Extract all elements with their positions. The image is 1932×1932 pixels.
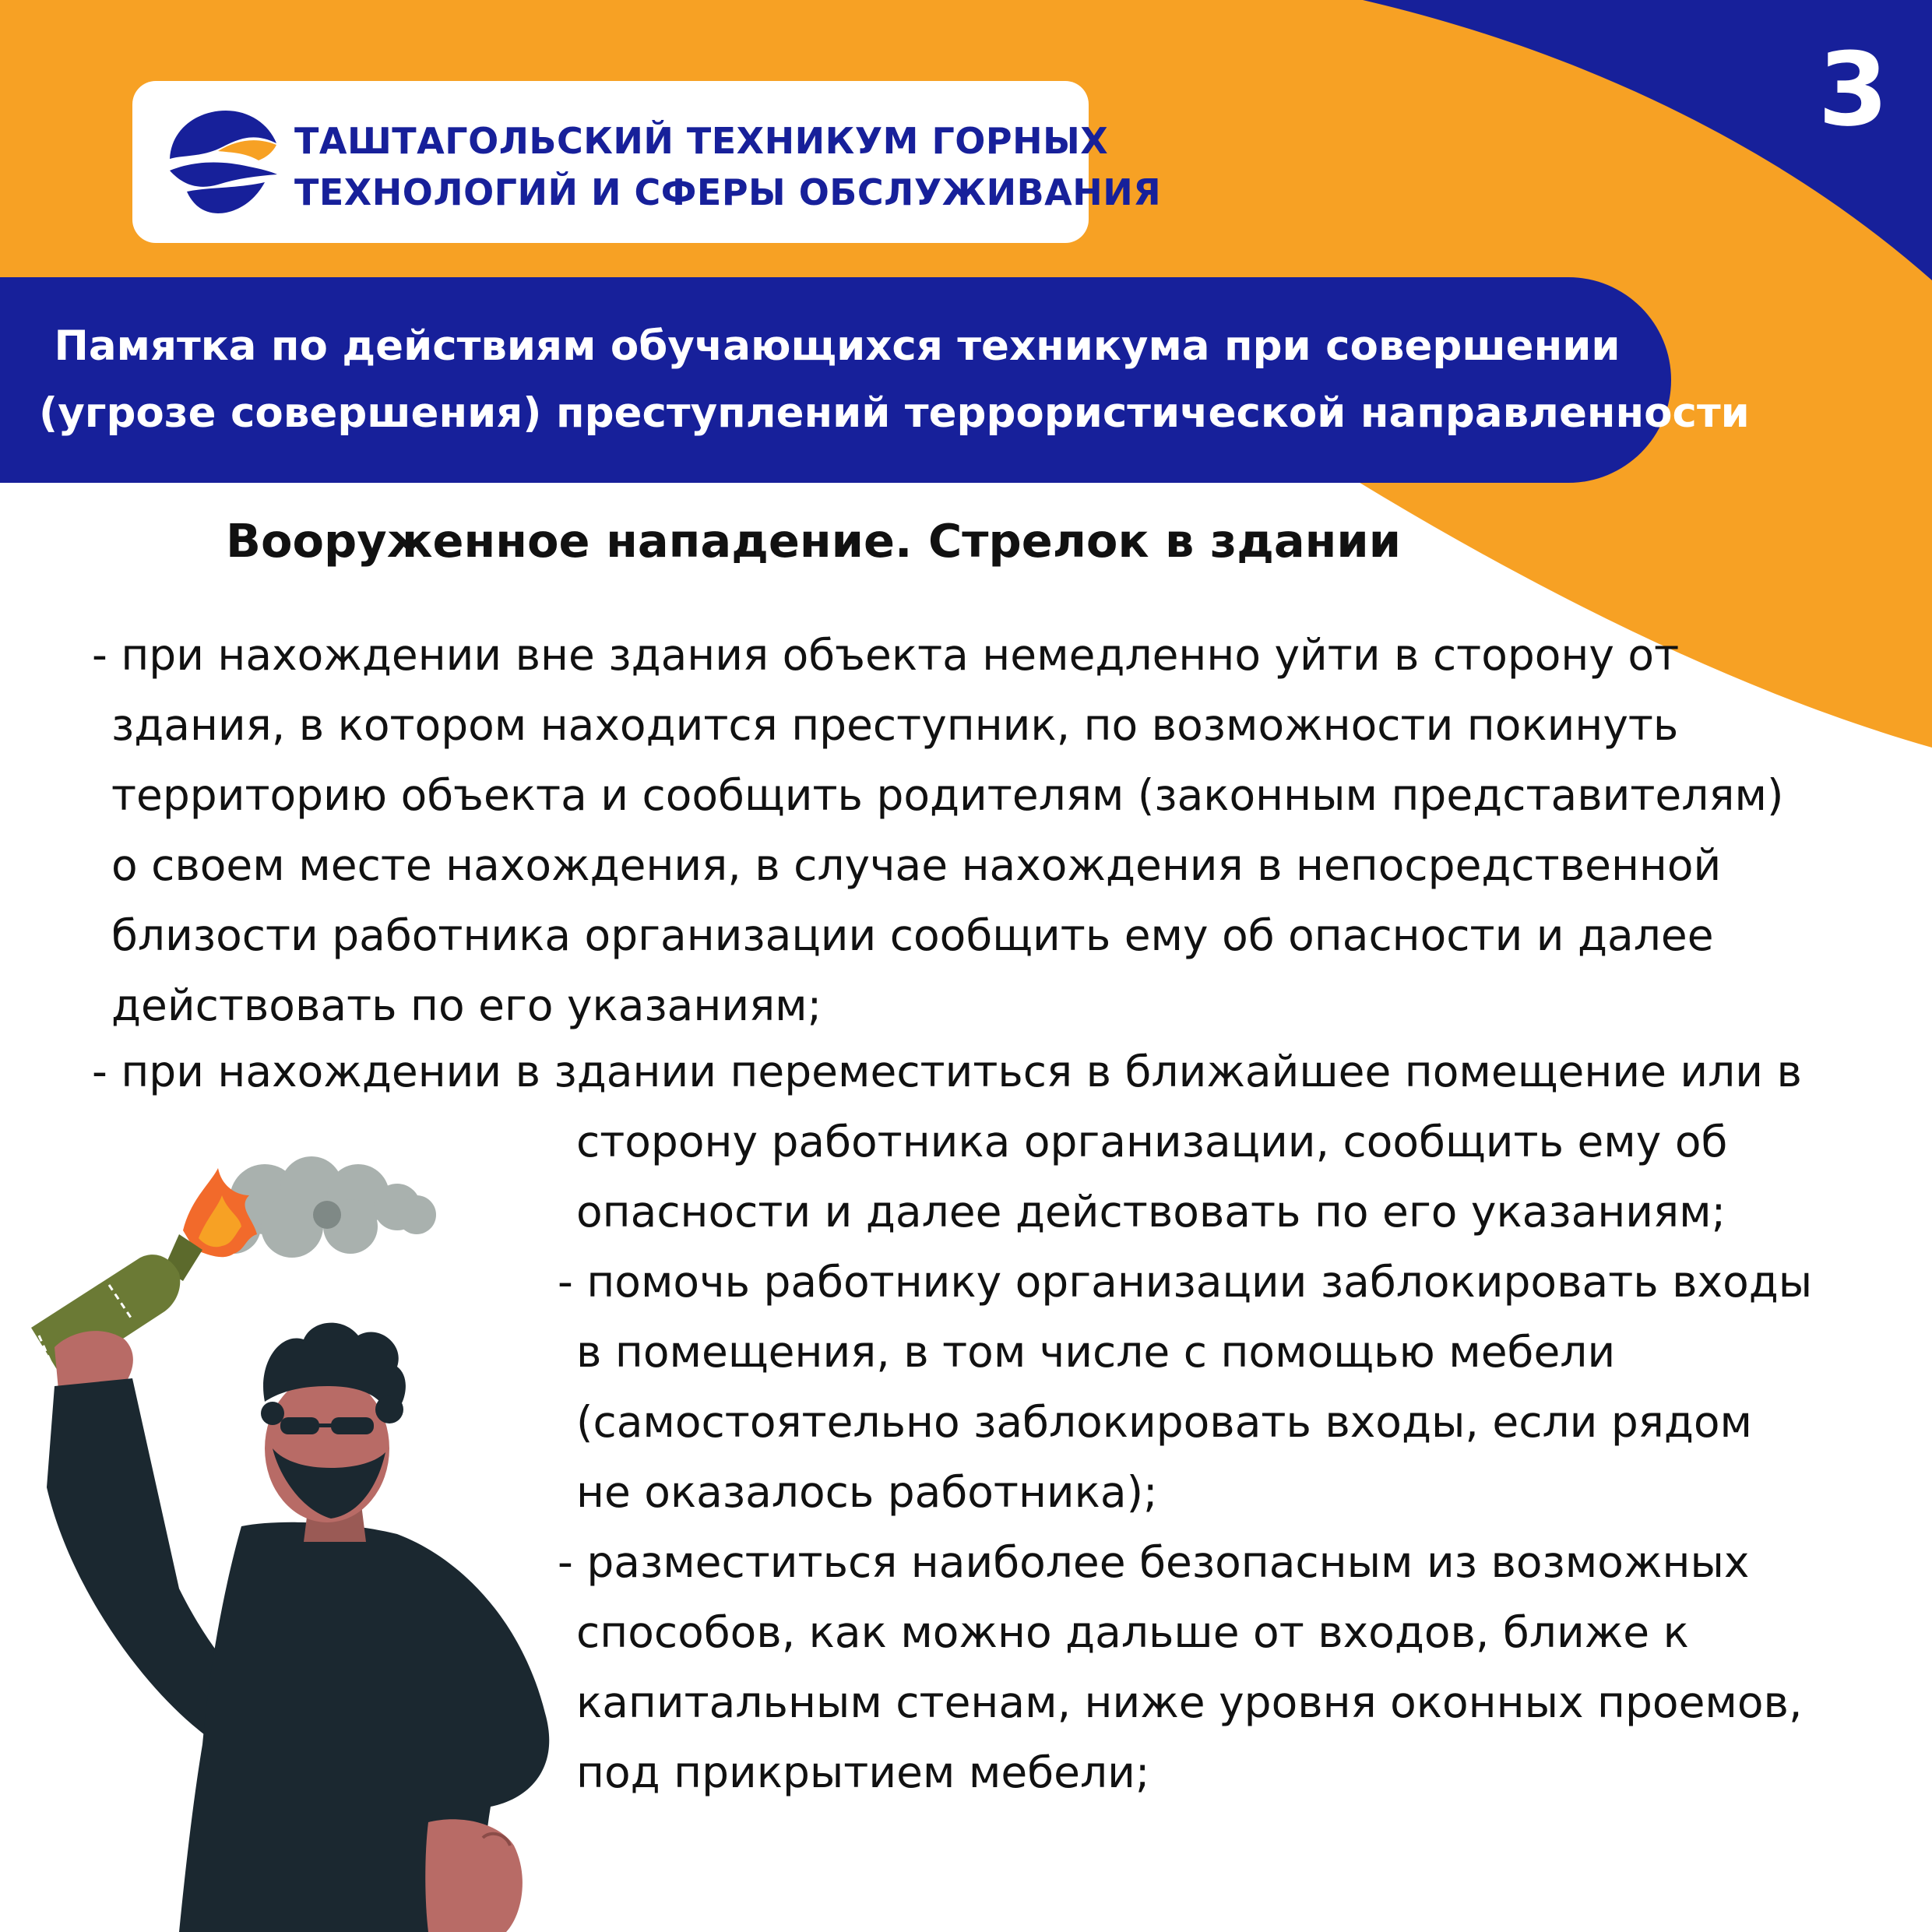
body-line: - помочь работнику организации заблокировать входы (558, 1257, 1813, 1307)
body-line: о своем месте нахождения, в случае нахождения в непосредственной (111, 840, 1722, 890)
body-line: опасности и далее действовать по его указаниям; (576, 1187, 1726, 1237)
body-line: близости работника организации сообщить ему об опасности и далее (111, 910, 1714, 960)
memo-title (39, 313, 1750, 447)
body-line: не оказалось работника); (576, 1467, 1158, 1517)
body-line: действовать по его указаниям; (111, 980, 822, 1030)
body-line: (самостоятельно заблокировать входы, если рядом (576, 1397, 1753, 1447)
memo-title-line-2: (угрозе совершения) преступлений террористической направленности (39, 389, 1750, 437)
organization-name-line-2: ТЕХНОЛОГИЙ И СФЕРЫ ОБСЛУЖИВАНИЯ (294, 171, 1162, 213)
page-number: 3 (1818, 30, 1888, 149)
body-line: здания, в котором находится преступник, по возможности покинуть (111, 700, 1679, 750)
hand-lower (425, 1819, 523, 1932)
body-line: под прикрытием мебели; (576, 1747, 1150, 1797)
body-line: капитальным стенам, ниже уровня оконных проемов, (576, 1677, 1803, 1727)
section-title: Вооруженное нападение. Стрелок в здании (226, 514, 1402, 568)
body-line: - при нахождении вне здания объекта немедленно уйти в сторону от (92, 630, 1680, 680)
body-line: в помещения, в том числе с помощью мебели (576, 1327, 1616, 1377)
college-logo-icon (164, 104, 280, 221)
organization-name-line-1: ТАШТАГОЛЬСКИЙ ТЕХНИКУМ ГОРНЫХ (294, 120, 1109, 162)
body-line: способов, как можно дальше от входов, ближе к (576, 1607, 1689, 1657)
body-line: сторону работника организации, сообщить ему об (576, 1117, 1728, 1167)
body-line: - разместиться наиболее безопасным из возможных (558, 1537, 1750, 1587)
organization-name (294, 115, 1162, 218)
memo-title-line-1: Памятка по действиям обучающихся техникума при совершении (54, 322, 1621, 370)
logo-card (132, 81, 1162, 243)
man-with-molotov-cocktail-illustration (23, 1153, 568, 1932)
body-line: территорию объекта и сообщить родителям (законным представителям) (111, 770, 1784, 820)
body-line: - при нахождении в здании переместиться в ближайшее помещение или в (92, 1047, 1802, 1096)
title-banner (0, 277, 1750, 483)
